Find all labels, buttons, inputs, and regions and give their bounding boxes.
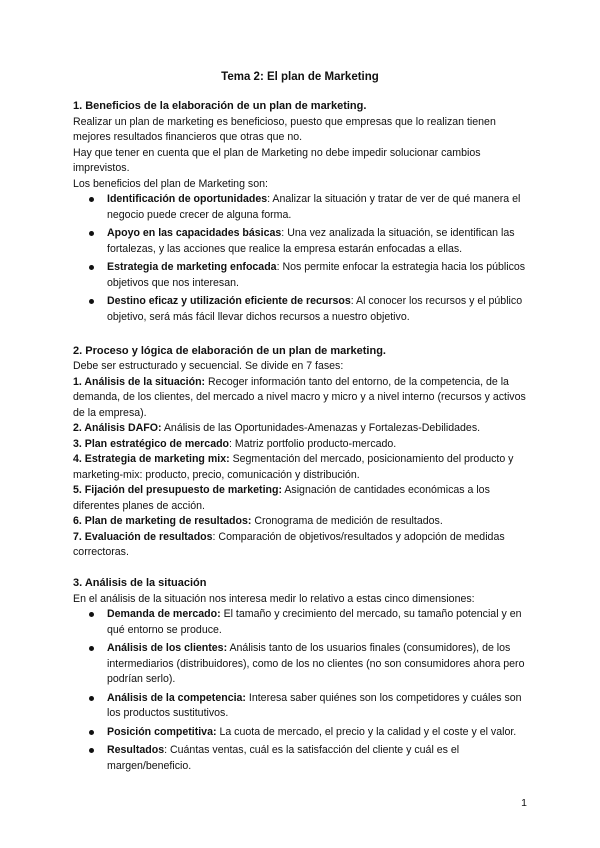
section-1-paragraph: Hay que tener en cuenta que el plan de Marketing no debe impedir solucionar cambios imprevistos. [73,146,481,174]
document-body [73,99,533,777]
phase-item: 4. Estrategia de marketing mix: Segmentación del mercado, posicionamiento del producto y marketing-mix: producto, precio, comunicación y distribución. [73,453,514,481]
dimensions-list [73,607,533,774]
phase-item: 3. Plan estratégico de mercado: Matriz portfolio producto-mercado. [73,437,397,450]
list-item: Análisis de los clientes: Análisis tanto de los usuarios finales (consumidores), de los intermediarios (distribuidores), como de los no clientes (no son consumidores ahora pero podrían serlo). [107,641,533,688]
phase-item: 1. Análisis de la situación: Recoger información tanto del entorno, de la competencia, de la demanda, de los clientes, del mercado a nivel macro y micro y a nivel interno (recursos y activos de la empresa). [73,375,526,419]
list-item: Estrategia de marketing enfocada: Nos permite enfocar la estrategia hacia los públicos objetivos que nos interesan. [107,260,533,291]
list-item: Resultados: Cuántas ventas, cuál es la satisfacción del cliente y cuál es el margen/beneficio. [107,743,533,774]
benefits-list [73,192,533,325]
section-1-paragraph: Realizar un plan de marketing es beneficioso, puesto que empresas que lo realizan tienen mejores resultados financieros que otras que no. [73,115,496,143]
section-1-heading: 1. Beneficios de la elaboración de un plan de marketing. [73,100,367,112]
section-3-heading: 3. Análisis de la situación [73,577,207,589]
section-2-intro: Debe ser estructurado y secuencial. Se divide en 7 fases: [73,360,344,372]
phase-item: 7. Evaluación de resultados: Comparación de objetivos/resultados y adopción de medidas correctoras. [73,530,505,558]
list-item: Destino eficaz y utilización eficiente de recursos: Al conocer los recursos y el público objetivo, será más fácil llevar dichos recursos a nuestro objetivo. [107,294,533,325]
list-item: Posición competitiva: La cuota de mercado, el precio y la calidad y el coste y el valor. [107,725,533,741]
phase-item: 6. Plan de marketing de resultados: Cronograma de medición de resultados. [73,515,443,527]
section-3-intro: En el análisis de la situación nos interesa medir lo relativo a estas cinco dimensiones: [73,592,475,605]
section-2-heading: 2. Proceso y lógica de elaboración de un plan de marketing. [73,344,386,357]
phase-item: 5. Fijación del presupuesto de marketing: Asignación de cantidades económicas a los diferentes planes de acción. [73,484,490,512]
phase-item: 2. Análisis DAFO: Análisis de las Oportunidades-Amenazas y Fortalezas-Debilidades. [73,422,481,434]
page-number: 1 [521,797,527,809]
list-item: Demanda de mercado: El tamaño y crecimiento del mercado, su tamaño potencial y en qué entorno se produce. [107,607,533,638]
page-title: Tema 2: El plan de Marketing [221,71,379,83]
list-item: Apoyo en las capacidades básicas: Una vez analizada la situación, se identifican las fortalezas, y las acciones que realice la empresa estarán enfocadas a ellas. [107,226,533,257]
list-item: Análisis de la competencia: Interesa saber quiénes son los competidores y cuáles son los productos sustitutivos. [107,691,533,722]
section-1-paragraph: Los beneficios del plan de Marketing son: [73,177,268,190]
list-item: Identificación de oportunidades: Analizar la situación y tratar de ver de qué manera el negocio puede crecer de alguna forma. [107,192,533,223]
